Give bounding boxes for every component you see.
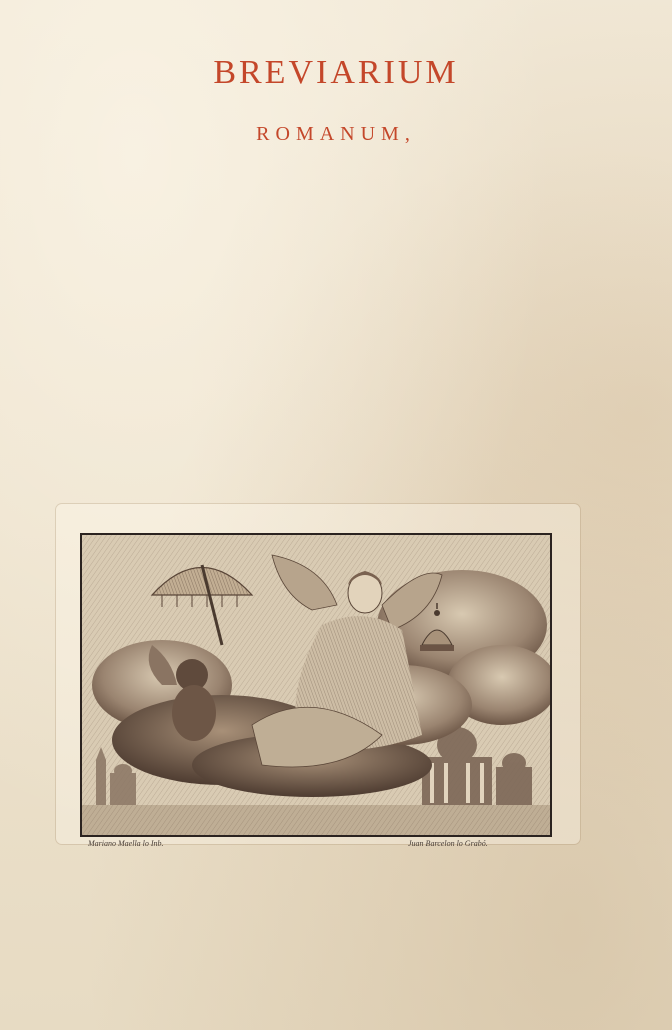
engraving-illustration xyxy=(80,533,552,837)
title-romanum: ROMANUM, xyxy=(256,123,416,145)
urbani-line xyxy=(0,368,672,400)
auctoritate-line xyxy=(0,408,672,432)
imprint-year xyxy=(0,916,672,944)
recitantium-line xyxy=(0,464,672,488)
jussu-editum-line xyxy=(0,276,672,300)
imprint-place xyxy=(0,850,672,882)
imprint-printer xyxy=(0,888,672,916)
engraving-credit-engraver: Juan Barcelon lo Grabó. xyxy=(408,839,488,848)
imprint-expensis xyxy=(0,946,672,968)
ex-decreto-line xyxy=(0,170,672,200)
engraving-credit-designer: Mariano Maella lo Inb. xyxy=(88,839,164,848)
clementis-line xyxy=(0,302,672,334)
pius-v-line xyxy=(0,242,672,270)
title-breviarium: BREVIARIUM xyxy=(213,54,459,91)
in-quo-line xyxy=(0,440,672,464)
sacrosancti-line xyxy=(0,210,672,240)
primum-line xyxy=(0,340,672,364)
